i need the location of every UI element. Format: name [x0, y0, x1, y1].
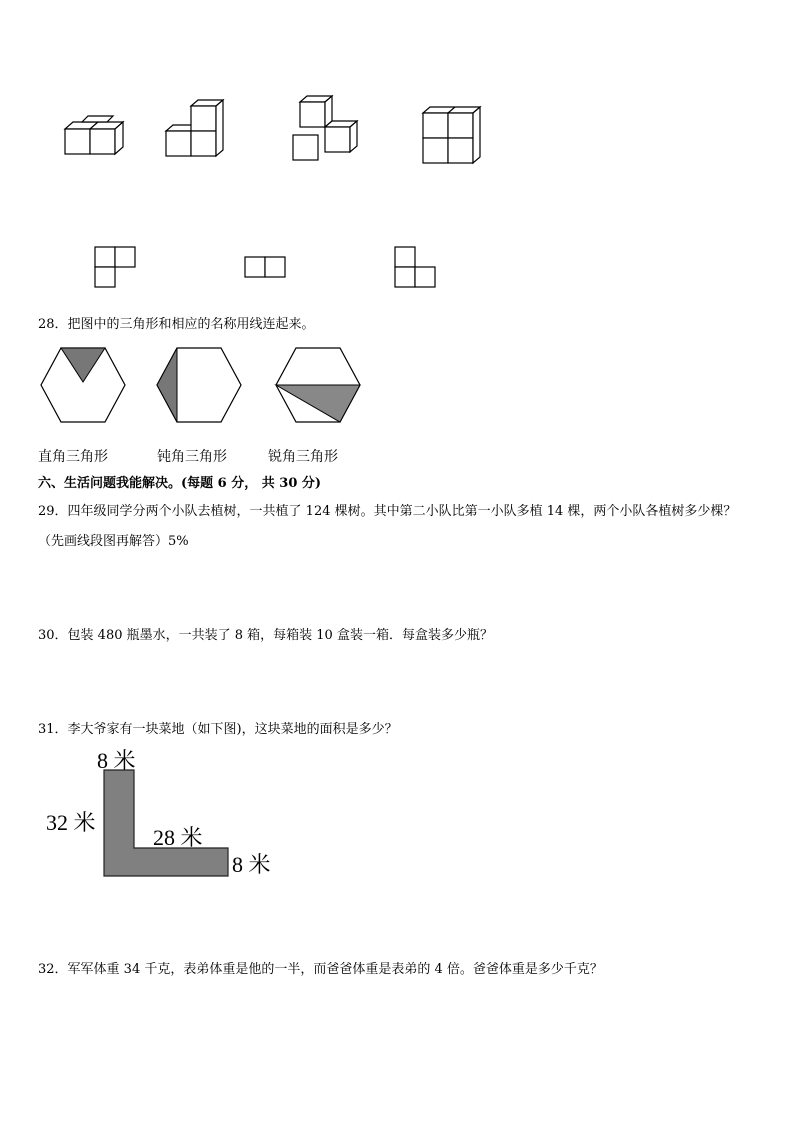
dimension-left: 32 米: [46, 810, 96, 835]
hexagon-triangle-3: [273, 345, 363, 425]
view-shape-2: [243, 255, 288, 280]
triangle-label-acute: 锐角三角形: [268, 449, 338, 465]
dimension-right: 8 米: [232, 852, 271, 877]
question-31: 31．李大爷家有一块菜地（如下图)，这块菜地的面积是多少？: [38, 722, 398, 737]
cube-figure-3: [290, 93, 365, 165]
question-29-line2: （先画线段图再解答）5%: [38, 534, 189, 549]
question-32: 32．军军体重 34 千克，表弟体重是他的一半，而爸爸体重是表弟的 4 倍。爸爸体重是多少千克？: [38, 962, 603, 977]
question-29-line1: 29．四年级同学分两个小队去植树，一共植了 124 棵树。其中第二小队比第一小队多植 14 棵，两个小队各植树多少棵？: [38, 504, 737, 519]
triangle-label-obtuse: 钝角三角形: [157, 449, 227, 465]
dimension-top: 8 米: [97, 748, 136, 773]
hexagon-triangle-1: [38, 345, 128, 425]
triangle-label-right: 直角三角形: [38, 449, 108, 465]
cube-figure-1: [60, 110, 130, 162]
view-shape-3: [393, 245, 438, 290]
question-28: 28．把图中的三角形和相应的名称用线连起来。: [38, 317, 315, 332]
section-6-heading: 六、生活问题我能解决。(每题 6 分， 共 30 分): [38, 476, 322, 491]
view-shape-1: [93, 245, 138, 290]
hexagon-triangle-2: [154, 345, 244, 425]
dimension-middle: 28 米: [153, 825, 203, 850]
cube-figure-2: [163, 98, 233, 162]
cube-figure-4: [420, 104, 490, 168]
question-30: 30．包装 480 瓶墨水，一共装了 8 箱，每箱装 10 盒装一箱．每盒装多少瓶？: [38, 628, 493, 643]
